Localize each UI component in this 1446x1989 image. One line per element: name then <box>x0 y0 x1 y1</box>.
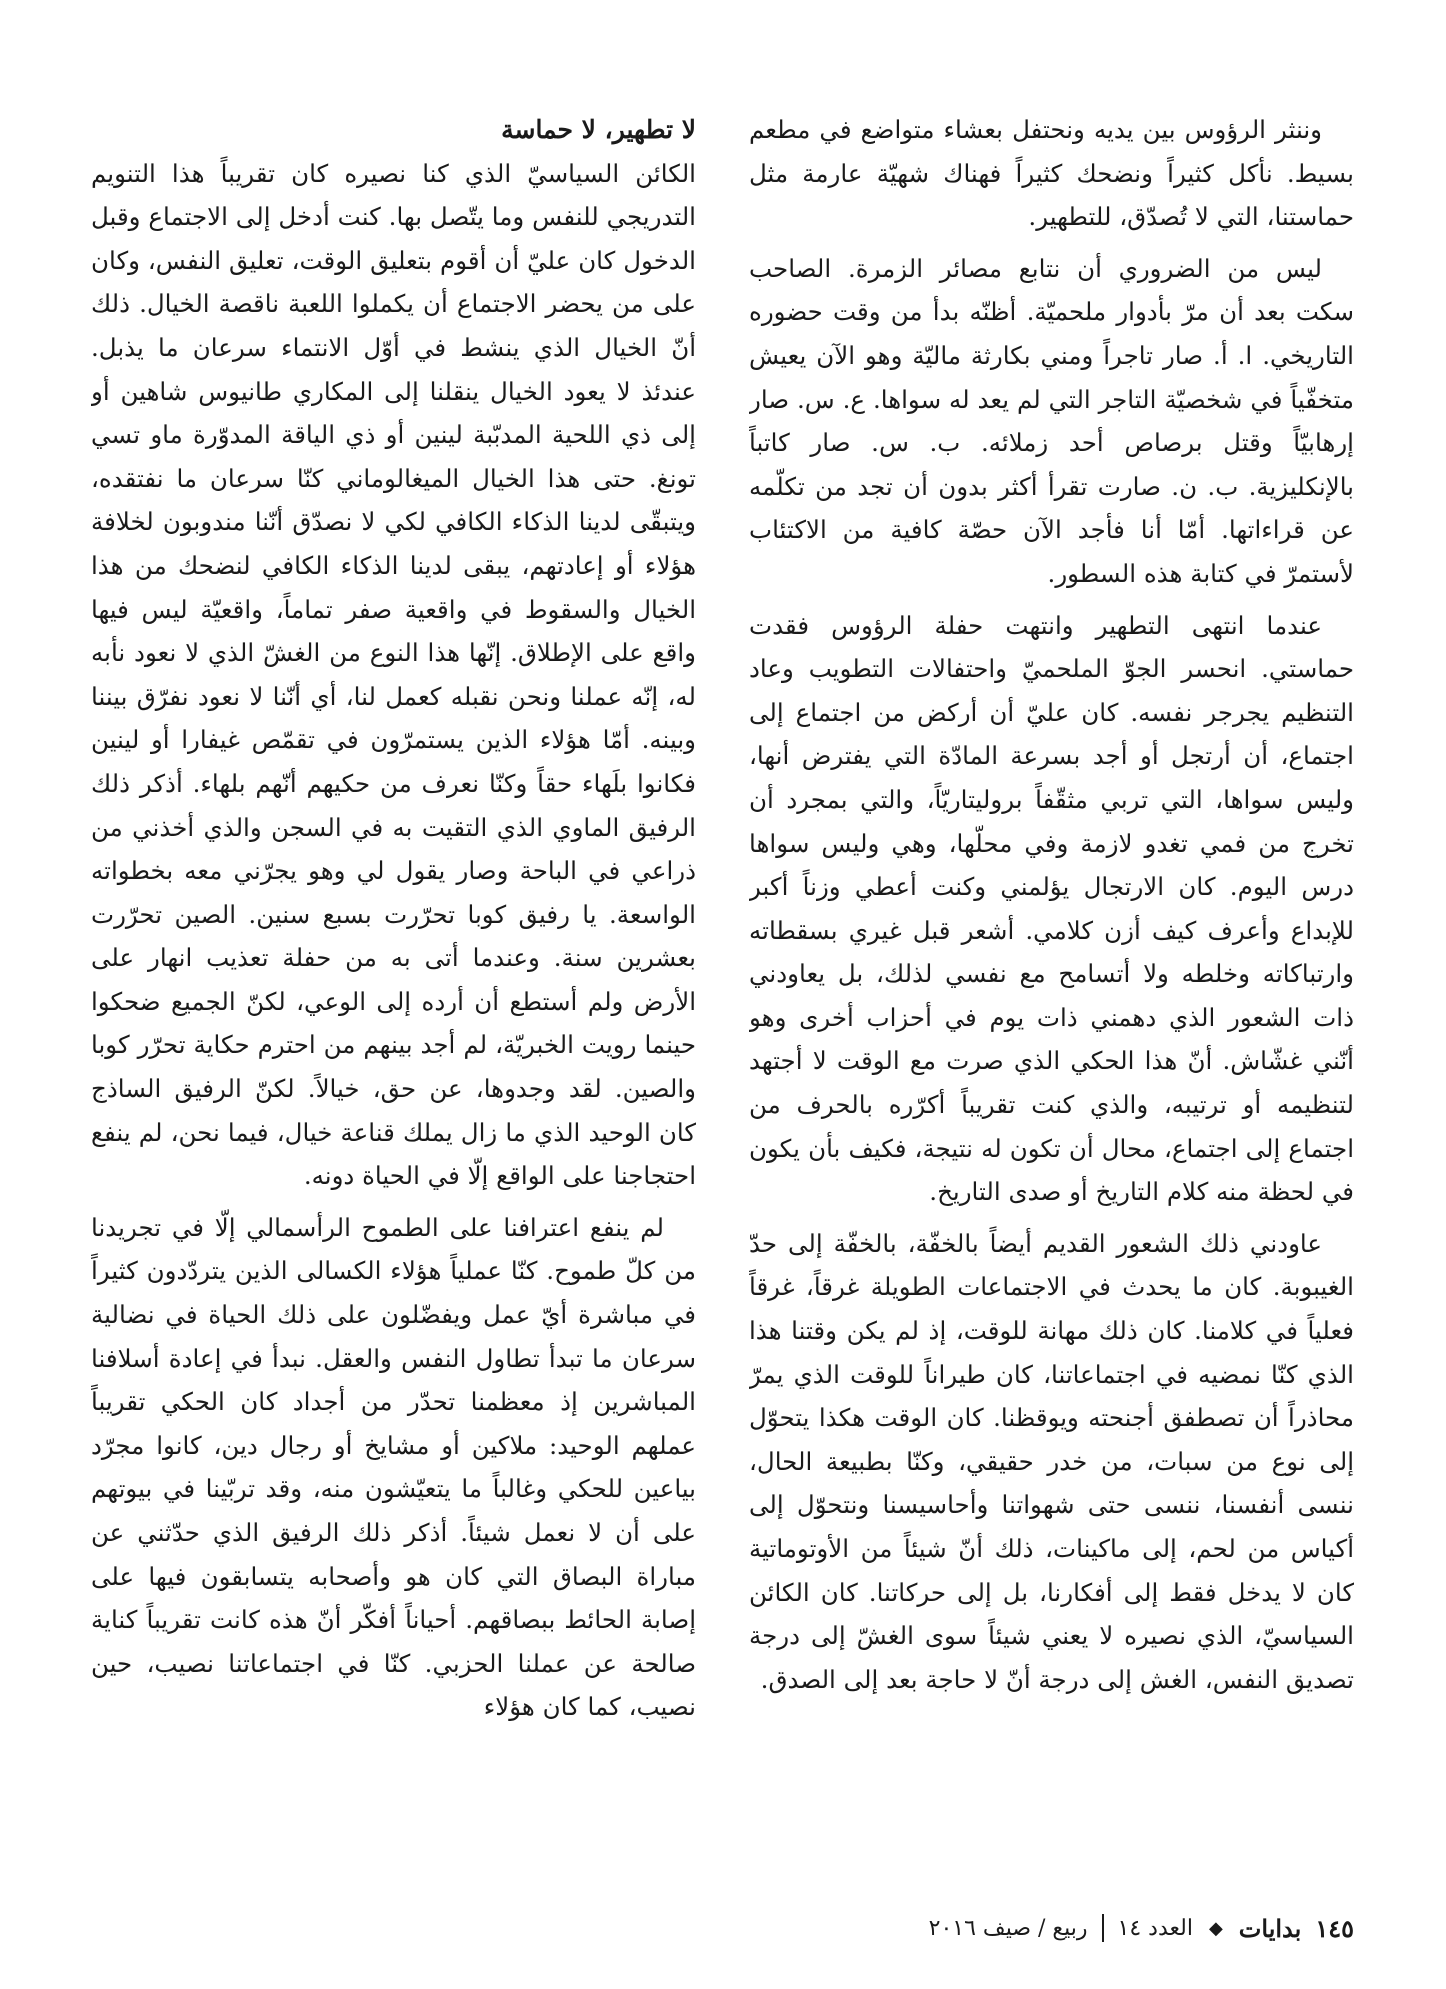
right-paragraph-2: ليس من الضروري أن نتابع مصائر الزمرة. الصاحب سكت بعد أن مرّ بأدوار ملحميّة. أظنّه بدأ من وقت حضوره التاريخي. ا. أ. صار تاجراً ومني بكارثة ماليّة وهو الآن يعيش متخفّياً في شخصيّة التاجر التي لم يعد له سواها. ع. س. صار إرهابيّاً وقتل برصاص أحد زملائه. ب. س. صار كاتباً بالإنكليزية. ب. ن. صارت تقرأ أكثر بدون أن تجد من تكلّمه عن قراءاتها. أمّا أنا فأجد الآن حصّة كافية من الاكتئاب لأستمرّ في كتابة هذه السطور. <box>749 253 1354 588</box>
right-paragraph-4: عاودني ذلك الشعور القديم أيضاً بالخفّة، بالخفّة إلى حدّ الغيبوبة. كان ما يحدث في الاجتماعات الطويلة غرقاً، غرقاً فعلياً في كلامنا. كان ذلك مهانة للوقت، إذ لم يكن وقتنا هذا الذي كنّا نمضيه في اجتماعاتنا، كان طيراناً للوقت الذي يمرّ محاذراً أن تصطفق أجنحته ويوقظنا. كان الوقت هكذا يتحوّل إلى نوع من سبات، من خدر حقيقي، وكنّا بطبيعة الحال، ننسى أنفسنا، ننسى حتى شهواتنا وأحاسيسنا ونتحوّل إلى أكياس من لحم، إلى ماكينات، ذلك أنّ شيئاً من الأوتوماتية كان لا يدخل فقط إلى أفكارنا، بل إلى حركاتنا. كان الكائن السياسيّ، الذي نصيره لا يعني شيئاً سوى الغشّ إلى درجة تصديق النفس، الغش إلى درجة أنّ لا حاجة بعد إلى الصدق. <box>749 1228 1354 1694</box>
right-paragraph-3: عندما انتهى التطهير وانتهت حفلة الرؤوس فقدت حماستي. انحسر الجوّ الملحميّ واحتفالات التطويب وعاد التنظيم يجرجر نفسه. كان عليّ أن أركض من اجتماع إلى اجتماع، أن أرتجل أو أجد بسرعة المادّة التي يفترض أنها، وليس سواها، التي تربي مثقّفاً بروليتاريّاً، والتي بمجرد أن تخرج من فمي تغدو لازمة وفي محلّها، وهي وليس سواها درس اليوم. كان الارتجال يؤلمني وكنت أعطي وزناً أكبر للإبداع وأعرف كيف أزن كلامي. أشعر قبل غيري بسقطاته وارتباكاته وخلطه ولا أتسامح مع نفسي لذلك، بل يعاودني ذات الشعور الذي دهمني ذات يوم في أحزاب أخرى وهو أنّني غشّاش. أنّ هذا الحكي الذي صرت مع الوقت لا أجتهد لتنظيمه أو ترتيبه، والذي كنت تقريباً أكرّره بالحرف من اجتماع إلى اجتماع، محال أن تكون له نتيجة، فكيف بأن يكون في لحظة منه كلام التاريخ أو صدى التاريخ. <box>749 610 1354 1207</box>
journal-name: بدايات <box>1238 1913 1302 1943</box>
right-column <box>749 108 1354 1838</box>
page-footer <box>929 1910 1354 1946</box>
section-heading: لا تطهير، لا حماسة <box>501 115 696 144</box>
issue-number: العدد ١٤ <box>1117 1915 1193 1941</box>
left-column <box>91 108 696 1838</box>
left-paragraph-2: لم ينفع اعترافنا على الطموح الرأسمالي إلّا في تجريدنا من كلّ طموح. كنّا عملياً هؤلاء الكسالى الذين يتردّدون كثيراً في مباشرة أيّ عمل ويفضّلون على ذلك الحياة في نضالية سرعان ما تبدأ تطاول النفس والعقل. نبدأ في إعادة أسلافنا المباشرين إذ معظمنا تحدّر من أجداد كان الحكي تقريباً عملهم الوحيد: ملاكين أو مشايخ أو رجال دين، كانوا مجرّد بياعين للحكي وغالباً ما يتعيّشون منه، وقد تربّينا في بيوتهم على أن لا نعمل شيئاً. أذكر ذلك الرفيق الذي حدّثني عن مباراة البصاق التي كان هو وأصحابه يتسابقون فيها على إصابة الحائط ببصاقهم. أحياناً أفكّر أنّ هذه كانت تقريباً كناية صالحة عن عملنا الحزبي. كنّا في اجتماعاتنا نصيب، حين نصيب، كما كان هؤلاء <box>91 1212 696 1722</box>
footer-divider <box>1102 1914 1104 1942</box>
right-paragraph-1: وننثر الرؤوس بين يديه ونحتفل بعشاء متواضع في مطعم بسيط. نأكل كثيراً ونضحك كثيراً فهناك شهيّة عارمة مثل حماستنا، التي لا تُصدّق، للتطهير. <box>749 115 1354 232</box>
left-paragraph-1: الكائن السياسيّ الذي كنا نصيره كان تقريباً هذا التنويم التدريجي للنفس وما يتّصل بها. كنت أدخل إلى الاجتماع وقبل الدخول كان عليّ أن أقوم بتعليق الوقت، تعليق النفس، وكان على من يحضر الاجتماع أن يكملوا اللعبة ناقصة الخيال. ذلك أنّ الخيال الذي ينشط في أوّل الانتماء سرعان ما يذبل. عندئذ لا يعود الخيال ينقلنا إلى المكاري طانيوس شاهين أو إلى ذي اللحية المدبّبة لينين أو ذي الياقة المدوّرة ماو تسي تونغ. حتى هذا الخيال الميغالوماني كنّا سرعان ما نفتقده، ويتبقّى لدينا الذكاء الكافي لكي لا نصدّق أنّنا مندوبون لخلافة هؤلاء أو إعادتهم، يبقى لدينا الذكاء الكافي لنضحك من هذا الخيال والسقوط في واقعية صفر تماماً، واقعيّة ليس فيها واقع على الإطلاق. إنّها هذا النوع من الغشّ الذي لا نعود نأبه له، إنّه عملنا ونحن نقبله كعمل لنا، أي أنّنا لا نعود نفرّق بيننا وبينه. أمّا هؤلاء الذين يستمرّون في تقمّص غيفارا أو لينين فكانوا بلَهاء حقاً وكنّا نعرف من حكيهم أنّهم بلهاء. أذكر ذلك الرفيق الماوي الذي التقيت به في السجن والذي أخذني من ذراعي في الباحة وصار يقول لي وهو يجرّني معه بخطواته الواسعة. يا رفيق كوبا تحرّرت بسبع سنين. الصين تحرّرت بعشرين سنة. وعندما أتى به من حفلة تعذيب انهار على الأرض ولم أستطع أن أرده إلى الوعي، لكنّ الجميع ضحكوا حينما رويت الخبريّة، لم أجد بينهم من احترم حكاية تحرّر كوبا والصين. لقد وجدوها، عن حق، خيالاً. لكنّ الرفيق الساذج كان الوحيد الذي ما زال يملك قناعة خيال، فيما نحن، لم ينفع احتجاجنا على الواقع إلّا في الحياة دونه. <box>91 158 696 1191</box>
diamond-icon: ◆ <box>1208 1917 1223 1939</box>
issue-season: ربيع / صيف ٢٠١٦ <box>928 1915 1088 1941</box>
page-number: ١٤٥ <box>1315 1913 1354 1943</box>
